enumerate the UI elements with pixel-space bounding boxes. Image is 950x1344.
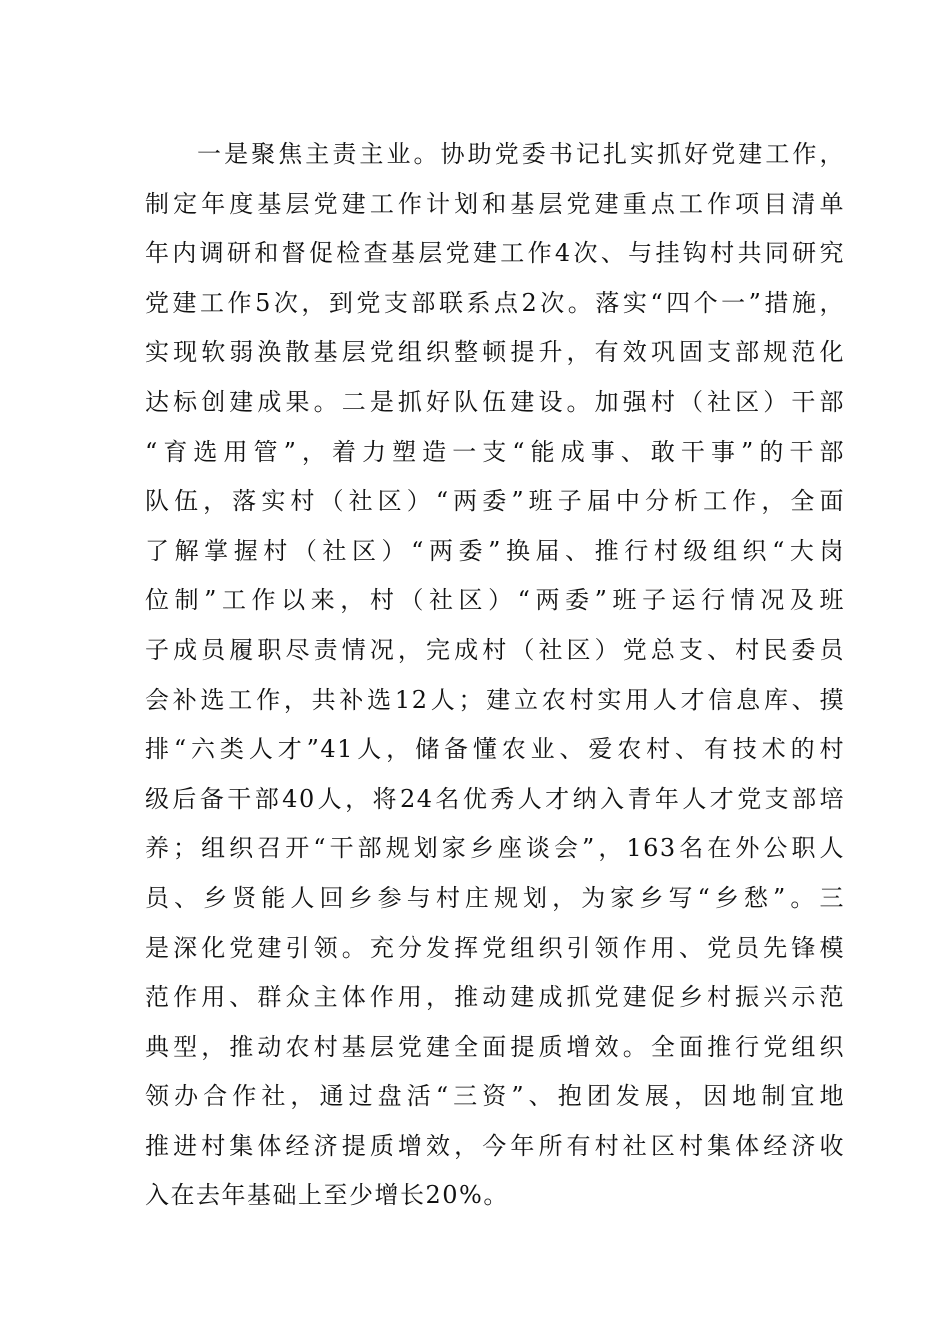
paragraph-line: 党建工作5次，到党支部联系点2次。落实“四个一”措施， [145,288,845,317]
paragraph-line: 养；组织召开“干部规划家乡座谈会”，163名在外公职人 [145,834,845,863]
paragraph-line: 队伍，落实村（社区）“两委”班子届中分析工作，全面 [145,487,845,516]
paragraph-line: “育选用管”，着力塑造一支“能成事、敢干事”的干部 [145,437,845,466]
paragraph-line: 入在去年基础上至少增长20%。 [145,1181,509,1210]
body-paragraph [145,130,845,1221]
paragraph-line: 制定年度基层党建工作计划和基层党建重点工作项目清单 [145,189,845,218]
paragraph-line: 一是聚焦主责主业。协助党委书记扎实抓好党建工作， [197,140,845,168]
paragraph-line: 员、乡贤能人回乡参与村庄规划，为家乡写“乡愁”。三 [145,883,845,912]
paragraph-line: 了解掌握村（社区）“两委”换届、推行村级组织“大岗 [145,536,845,565]
paragraph-line: 级后备干部40人，将24名优秀人才纳入青年人才党支部培 [145,784,845,813]
paragraph-line: 位制”工作以来，村（社区）“两委”班子运行情况及班 [145,586,845,615]
paragraph-line: 排“六类人才”41人，储备懂农业、爱农村、有技术的村 [145,735,845,764]
paragraph-line: 年内调研和督促检查基层党建工作4次、与挂钩村共同研究 [145,239,845,268]
paragraph-line: 范作用、群众主体作用，推动建成抓党建促乡村振兴示范 [145,983,845,1012]
paragraph-line: 实现软弱涣散基层党组织整顿提升，有效巩固支部规范化 [145,338,845,367]
paragraph-line: 领办合作社，通过盘活“三资”、抱团发展，因地制宜地 [145,1082,845,1111]
paragraph-line: 是深化党建引领。充分发挥党组织引领作用、党员先锋模 [145,933,845,962]
paragraph-line: 会补选工作，共补选12人；建立农村实用人才信息库、摸 [145,685,845,714]
paragraph-line: 典型，推动农村基层党建全面提质增效。全面推行党组织 [145,1032,845,1061]
paragraph-line: 推进村集体经济提质增效，今年所有村社区村集体经济收 [145,1131,845,1160]
paragraph-line: 子成员履职尽责情况，完成村（社区）党总支、村民委员 [145,635,845,664]
paragraph-line: 达标创建成果。二是抓好队伍建设。加强村（社区）干部 [145,387,845,416]
